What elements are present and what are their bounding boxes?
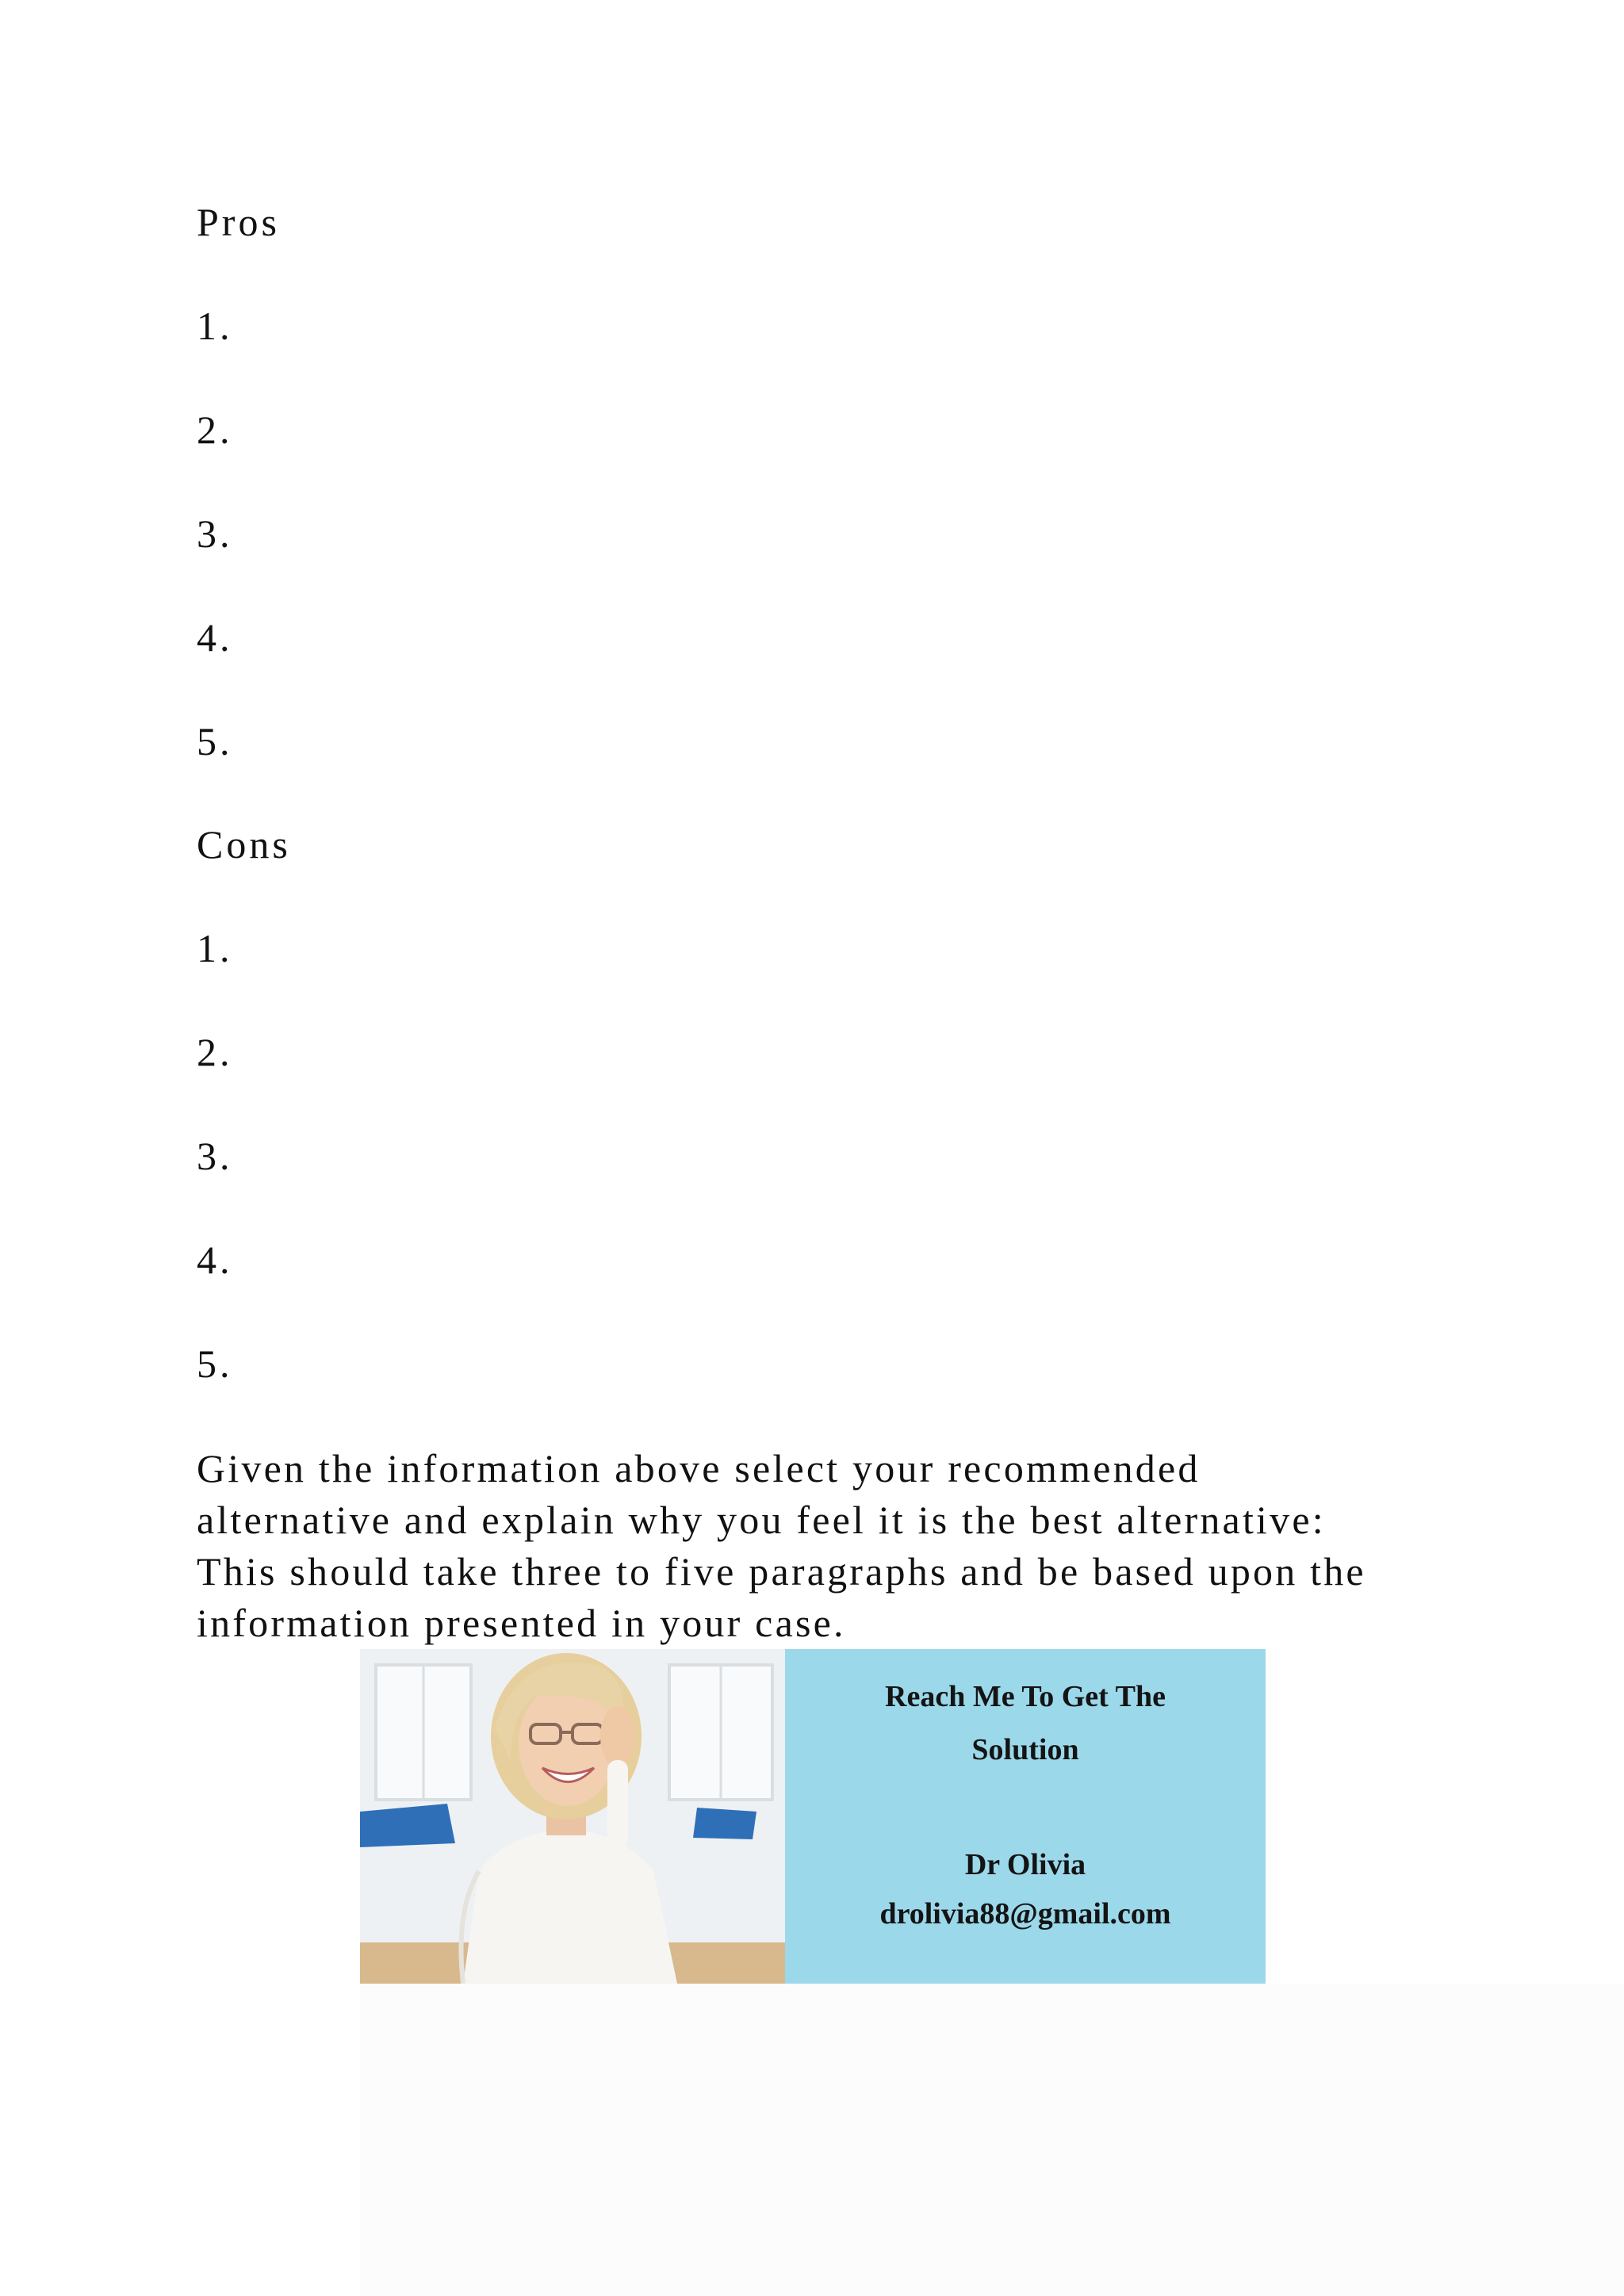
pros-item-1: 1.	[197, 304, 233, 348]
ad-contact-name: Dr Olivia	[964, 1848, 1086, 1881]
ad-headline-line-1: Reach Me To Get The	[885, 1680, 1166, 1713]
smiling-woman-photo-icon	[360, 1649, 785, 1984]
cons-heading: Cons	[197, 822, 291, 867]
ad-banner[interactable]	[360, 1649, 1266, 1984]
instruction-paragraph	[197, 1443, 1434, 1649]
instruction-line-3: This should take three to five paragraphs and be based upon the	[197, 1549, 1366, 1594]
cons-item-2: 2.	[197, 1030, 233, 1074]
instruction-line-4: information presented in your case.	[197, 1601, 846, 1645]
cons-item-4: 4.	[197, 1238, 233, 1282]
ad-text-panel	[785, 1649, 1266, 1984]
pros-heading: Pros	[197, 200, 280, 244]
pros-item-3: 3.	[197, 511, 233, 556]
pros-item-2: 2.	[197, 408, 233, 452]
ad-headline-line-2: Solution	[971, 1733, 1079, 1766]
photo-illustration	[360, 1649, 785, 1984]
cons-item-1: 1.	[197, 926, 233, 970]
instruction-line-2: alternative and explain why you feel it is the best alternative:	[197, 1498, 1326, 1542]
pros-item-4: 4.	[197, 615, 233, 660]
ad-contact-email[interactable]: drolivia88@gmail.com	[879, 1897, 1171, 1931]
pros-item-5: 5.	[197, 719, 233, 763]
cons-item-5: 5.	[197, 1341, 233, 1386]
instruction-line-1: Given the information above select your recommended	[197, 1446, 1201, 1490]
cons-item-3: 3.	[197, 1134, 233, 1178]
blank-area	[360, 1984, 1624, 2296]
